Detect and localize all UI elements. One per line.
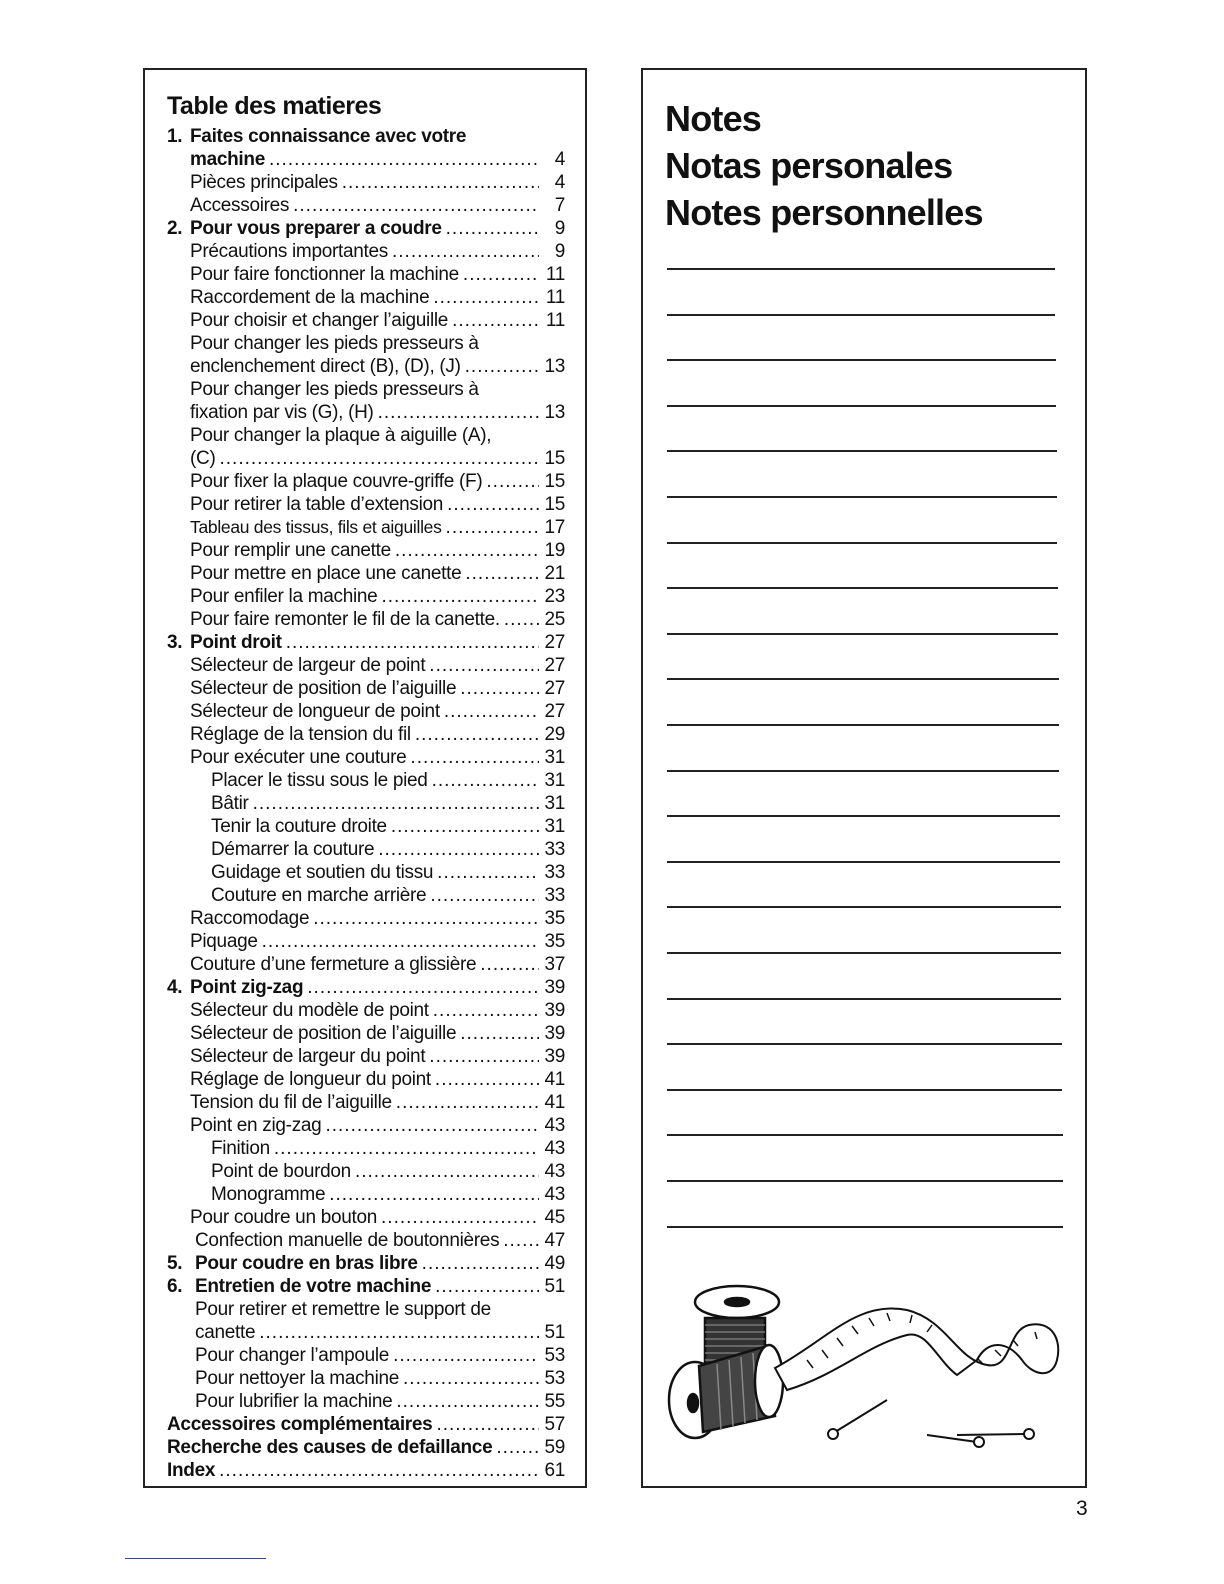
toc-entry-page: 17 [544,517,565,538]
toc-leader-dots [396,1390,539,1413]
toc-leader-dots [393,1344,539,1367]
toc-entry-label: Réglage de la tension du fil [190,724,411,745]
toc-leader-dots [253,792,539,815]
note-writing-line [667,268,1055,270]
toc-entry-page: 21 [544,563,565,584]
toc-leader-dots [396,1091,539,1114]
note-writing-line [667,359,1056,361]
toc-entry-page: 49 [544,1253,565,1274]
toc-entry-page: 27 [544,632,565,653]
notes-panel [641,68,1087,1488]
toc-leader-dots [433,999,539,1022]
note-writing-line [667,496,1057,498]
toc-entry-page: 31 [544,770,565,791]
toc-entry-page: 41 [544,1092,565,1113]
notes-heading-en: Notes [665,98,762,139]
note-writing-line [667,952,1061,954]
toc-entry [167,1344,565,1367]
note-writing-line [667,405,1056,407]
toc-entry-label: Sélecteur de largeur du point [190,1046,426,1067]
note-writing-line [667,678,1059,680]
notes-heading-fr: Notes personnelles [665,192,983,233]
toc-entry-number: 4. [167,977,183,998]
toc-entry [167,424,565,447]
toc-leader-dots [378,838,539,861]
toc-entry-label: Point droit [190,632,282,653]
toc-entry-page: 43 [544,1184,565,1205]
toc-entry [167,1091,565,1114]
toc-leader-dots [460,677,539,700]
toc-entry-label: Pour faire remonter le fil de la canette. [190,609,500,630]
toc-leader-dots [259,1321,539,1344]
toc-entry-page: 9 [554,218,565,239]
toc-entry-label: Sélecteur de longueur de point [190,701,440,722]
note-writing-line [667,587,1058,589]
toc-entry [167,1275,565,1298]
toc-entry-page: 9 [554,241,565,262]
toc-entry-label: Pour changer les pieds presseurs à [190,333,479,354]
toc-entry-label: Pour vous preparer a coudre [190,218,442,239]
toc-leader-dots [503,1229,539,1252]
note-writing-line [667,1226,1063,1228]
toc-entry-label: Accessoires [190,195,290,216]
toc-entry-label: Faites connaissance avec votre [190,126,467,147]
toc-entry [167,723,565,746]
table-of-contents-panel [143,68,587,1488]
toc-entry-page: 33 [544,839,565,860]
toc-entry-page: 27 [544,655,565,676]
toc-leader-dots [436,1413,539,1436]
toc-entry-page: 55 [544,1391,565,1412]
toc-entry [167,1137,565,1160]
toc-entry [167,815,565,838]
toc-entry-label: Pour changer les pieds presseurs à [190,379,479,400]
toc-entry [167,608,565,631]
toc-leader-dots [465,562,539,585]
toc-leader-dots [444,700,539,723]
toc-leader-dots [422,1252,539,1275]
toc-entry [167,700,565,723]
toc-entry-label: Monogramme [211,1184,326,1205]
toc-leader-dots [378,401,539,424]
toc-entry [167,884,565,907]
toc-leader-dots [435,1068,539,1091]
toc-leader-dots [415,723,539,746]
notes-heading-es: Notas personales [665,145,953,186]
toc-leader-dots [219,1459,539,1482]
note-writing-line [667,770,1059,772]
toc-entry-label: Tension du fil de l’aiguille [190,1092,392,1113]
toc-entry-page: 15 [544,471,565,492]
toc-entry [167,171,565,194]
toc-entry-page: 57 [544,1414,565,1435]
note-writing-line [667,1043,1062,1045]
tape-measure-icon [775,1308,1058,1390]
toc-entry-label: Raccomodage [190,908,310,929]
toc-entry [167,769,565,792]
toc-leader-dots [329,1183,539,1206]
toc-entry-label: enclenchement direct (B), (D), (J) [190,356,461,377]
toc-entry [167,516,565,539]
toc-entry-page: 31 [544,747,565,768]
thread-spool-and-tape-measure-illustration [657,1280,1077,1455]
toc-entry-page: 4 [554,149,565,170]
page-number: 3 [1076,1497,1088,1520]
toc-leader-dots [381,585,539,608]
toc-leader-dots [486,470,539,493]
toc-leader-dots [262,930,539,953]
toc-entry-label: fixation par vis (G), (H) [190,402,374,423]
toc-entry-label: Pour fixer la plaque couvre-griffe (F) [190,471,483,492]
toc-entry [167,332,565,355]
toc-entry-page: 27 [544,701,565,722]
toc-entry-label: machine [190,149,265,170]
toc-entry-label: Finition [211,1138,270,1159]
toc-entry [167,125,565,148]
toc-entry-label: Couture d’une fermeture a glissière [190,954,477,975]
toc-entry-page: 43 [544,1138,565,1159]
note-writing-line [667,861,1060,863]
toc-entry-label: Tenir la couture droite [211,816,387,837]
toc-entry-label: Pour enfiler la machine [190,586,378,607]
note-writing-line [667,724,1059,726]
toc-entry [167,953,565,976]
toc-leader-dots [447,493,539,516]
toc-leader-dots [446,516,539,539]
toc-entry [167,539,565,562]
pins-icon [828,1400,1034,1447]
toc-entry-label: Pour choisir et changer l’aiguille [190,310,449,331]
toc-leader-dots [430,884,539,907]
toc-leader-dots [429,654,539,677]
toc-entry [167,148,565,171]
toc-entry-page: 31 [544,793,565,814]
toc-entry-page: 11 [545,310,565,331]
toc-leader-dots [460,1022,539,1045]
toc-entry-page: 39 [544,977,565,998]
toc-entry [167,792,565,815]
toc-entry [167,1413,565,1436]
toc-entry [167,838,565,861]
toc-leader-dots [437,861,539,884]
toc-entry-label: Pour coudre un bouton [190,1207,378,1228]
toc-entry-label: Entretien de votre machine [195,1276,432,1297]
note-writing-line [667,450,1057,452]
toc-entry [167,1298,565,1321]
toc-entry-label: Pour changer l’ampoule [195,1345,390,1366]
toc-entry-page: 61 [544,1460,565,1481]
toc-entry [167,1068,565,1091]
thread-spool-icon [669,1286,783,1438]
toc-leader-dots [446,217,539,240]
toc-entry-page: 45 [544,1207,565,1228]
toc-leader-dots [381,1206,539,1229]
toc-entry [167,976,565,999]
toc-entry-page: 43 [544,1161,565,1182]
toc-entry-page: 59 [544,1437,565,1458]
note-writing-line [667,815,1060,817]
toc-entry-page: 51 [544,1276,565,1297]
note-writing-line [667,906,1061,908]
toc-entry-page: 25 [544,609,565,630]
toc-entry-label: Pour lubrifier la machine [195,1391,393,1412]
toc-entry [167,401,565,424]
toc-leader-dots [432,769,539,792]
toc-leader-dots [355,1160,539,1183]
toc-leader-dots [496,1436,539,1459]
toc-entry [167,907,565,930]
toc-entry-page: 11 [545,264,565,285]
toc-entry-label: Démarrer la couture [211,839,375,860]
note-writing-line [667,1180,1063,1182]
toc-entry-label: Réglage de longueur du point [190,1069,431,1090]
toc-leader-dots [403,1367,539,1390]
toc-leader-dots [504,608,539,631]
toc-entry-label: Point en zig-zag [190,1115,322,1136]
note-writing-line [667,542,1057,544]
toc-entry-label: Pour mettre en place une canette [190,563,462,584]
toc-leader-dots [435,1275,539,1298]
toc-entry-number: 3. [167,632,183,653]
toc-entry [167,861,565,884]
toc-entry [167,999,565,1022]
toc-entry-page: 23 [544,586,565,607]
toc-entry-page: 4 [554,172,565,193]
toc-entry-number: 6. [167,1276,183,1297]
toc-entry [167,1390,565,1413]
toc-entry [167,378,565,401]
toc-entry-label: Confection manuelle de boutonnières [195,1230,500,1251]
toc-entry-page: 7 [554,195,565,216]
toc-entry [167,447,565,470]
toc-entry-label: Pour coudre en bras libre [195,1253,418,1274]
toc-entry-page: 53 [544,1345,565,1366]
toc-entry-label: (C) [190,448,216,469]
note-writing-line [667,1089,1062,1091]
toc-entry [167,1436,565,1459]
toc-entry [167,1160,565,1183]
toc-entry-page: 39 [544,1000,565,1021]
toc-leader-dots [307,976,539,999]
toc-entry-page: 39 [544,1046,565,1067]
toc-entry-label: Point de bourdon [211,1161,351,1182]
toc-entry-page: 35 [544,931,565,952]
toc-entry-label: canette [195,1322,256,1343]
toc-leader-dots [391,815,539,838]
toc-entry-label: Pièces principales [190,172,338,193]
toc-entry-label: Pour changer la plaque à aiguille (A), [190,425,492,446]
toc-entry [167,930,565,953]
toc-entry [167,1114,565,1137]
toc-entry [167,1321,565,1344]
toc-entry [167,1183,565,1206]
toc-entry-page: 39 [544,1023,565,1044]
toc-entry-label: Recherche des causes de defaillance [167,1437,493,1458]
toc-leader-dots [433,286,539,309]
toc-entry-page: 43 [544,1115,565,1136]
toc-entry-number: 5. [167,1253,183,1274]
toc-entry [167,309,565,332]
toc-entry-label: Index [167,1460,216,1481]
toc-title: Table des matieres [167,92,382,120]
toc-entry [167,1206,565,1229]
toc-leader-dots [286,631,539,654]
toc-entry-label: Sélecteur de largeur de point [190,655,426,676]
toc-entry [167,355,565,378]
toc-entry [167,217,565,240]
toc-entry-label: Sélecteur de position de l’aiguille [190,1023,457,1044]
toc-entry-label: Raccordement de la machine [190,287,430,308]
toc-entry-label: Pour retirer la table d’extension [190,494,444,515]
toc-entry [167,1459,565,1482]
toc-leader-dots [342,171,539,194]
toc-entry-label: Pour retirer et remettre le support de [195,1299,491,1320]
toc-entry-page: 41 [544,1069,565,1090]
toc-entry [167,493,565,516]
toc-entry-label: Guidage et soutien du tissu [211,862,434,883]
toc-entry-label: Placer le tissu sous le pied [211,770,428,791]
toc-entry-label: Sélecteur de position de l’aiguille [190,678,457,699]
toc-leader-dots [293,194,539,217]
toc-leader-dots [219,447,539,470]
footer-rule [125,1558,266,1559]
toc-entry-page: 13 [544,402,565,423]
toc-entry-label: Bâtir [211,793,249,814]
toc-entry-page: 11 [545,287,565,308]
note-writing-line [667,314,1055,316]
note-writing-line [667,633,1058,635]
toc-entry-label: Couture en marche arrière [211,885,427,906]
toc-entry-page: 31 [544,816,565,837]
toc-entry-page: 47 [544,1230,565,1251]
toc-entry [167,654,565,677]
toc-leader-dots [463,263,539,286]
toc-entry-page: 19 [544,540,565,561]
toc-entry [167,677,565,700]
toc-entry [167,1367,565,1390]
toc-leader-dots [452,309,539,332]
toc-entry-number: 1. [167,126,183,147]
toc-entry-label: Piquage [190,931,258,952]
toc-entry-label: Point zig-zag [190,977,304,998]
toc-entry [167,240,565,263]
toc-entry [167,1252,565,1275]
toc-entry-label: Précautions importantes [190,241,388,262]
note-writing-line [667,1134,1063,1136]
toc-entry-label: Pour faire fonctionner la machine [190,264,459,285]
toc-entry-page: 33 [544,885,565,906]
toc-entry-label: Pour remplir une canette [190,540,391,561]
note-writing-line [667,998,1061,1000]
toc-entry [167,286,565,309]
toc-entry-page: 15 [544,494,565,515]
toc-entry-label: Pour nettoyer la machine [195,1368,400,1389]
toc-entry [167,631,565,654]
toc-leader-dots [274,1137,539,1160]
toc-entry [167,1045,565,1068]
toc-leader-dots [429,1045,539,1068]
toc-entry-page: 53 [544,1368,565,1389]
toc-entry [167,746,565,769]
toc-entry-number: 2. [167,218,183,239]
toc-entry [167,585,565,608]
toc-leader-dots [465,355,539,378]
toc-leader-dots [395,539,539,562]
toc-leader-dots [480,953,539,976]
toc-leader-dots [269,148,539,171]
toc-entry-label: Accessoires complémentaires [167,1414,433,1435]
toc-entry-page: 15 [544,448,565,469]
toc-entry-page: 37 [544,954,565,975]
toc-leader-dots [313,907,539,930]
toc-entry [167,1229,565,1252]
toc-entry-page: 27 [544,678,565,699]
toc-entry-page: 33 [544,862,565,883]
toc-list [167,125,565,1482]
toc-entry-page: 51 [544,1322,565,1343]
toc-leader-dots [392,240,539,263]
toc-leader-dots [325,1114,539,1137]
toc-entry-label: Tableau des tissus, fils et aiguilles [190,517,442,537]
toc-entry-page: 13 [544,356,565,377]
toc-entry [167,470,565,493]
toc-entry [167,194,565,217]
toc-entry [167,562,565,585]
toc-entry [167,263,565,286]
toc-leader-dots [410,746,539,769]
toc-entry [167,1022,565,1045]
toc-entry-page: 35 [544,908,565,929]
toc-entry-label: Pour exécuter une couture [190,747,407,768]
toc-entry-label: Sélecteur du modèle de point [190,1000,429,1021]
toc-entry-page: 29 [544,724,565,745]
